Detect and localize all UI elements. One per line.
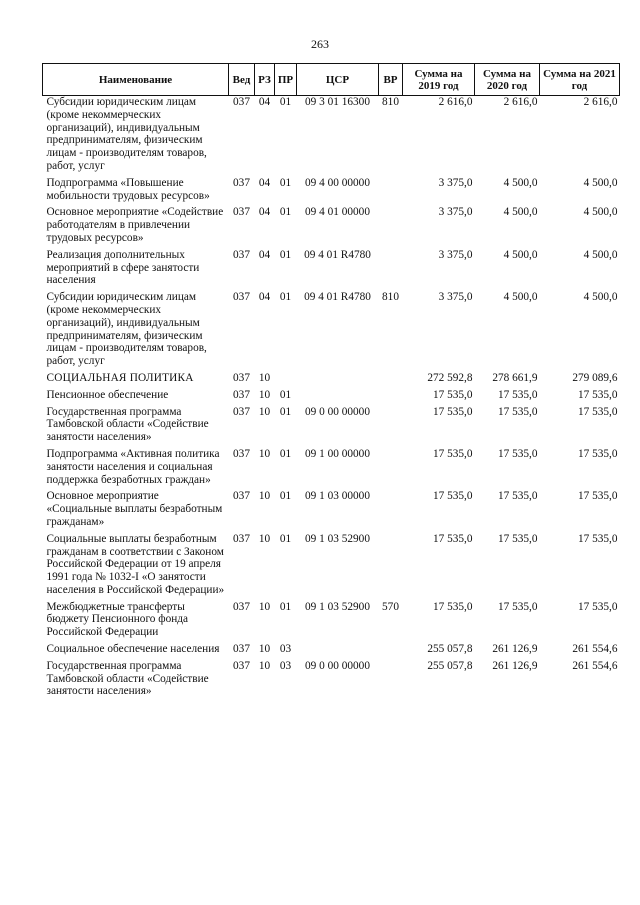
cell-name: Пенсионное обеспечение	[46, 388, 169, 401]
table-row	[43, 372, 620, 389]
header-csr: ЦСР	[297, 64, 379, 96]
cell-rz: 04	[258, 176, 271, 189]
cell-name: Межбюджетные трансферты бюджету Пенсионного фонда Российской Федерации	[46, 600, 189, 639]
cell-pr: 01	[279, 405, 292, 418]
cell-rz: 10	[258, 643, 271, 656]
table-row	[43, 249, 620, 291]
cell-name: Субсидии юридическим лицам (кроме некоммерческих организаций), индивидуальным предпринимателям, физическим лицам - производителям товаров, работ, услуг	[46, 96, 207, 172]
cell-sum-2020: 261 126,9	[492, 643, 538, 656]
cell-sum-2019: 17 535,0	[432, 600, 473, 613]
cell-vr	[379, 249, 403, 291]
cell-csr: 09 4 01 00000	[305, 206, 370, 219]
table-row	[43, 448, 620, 490]
cell-sum-2021: 17 535,0	[577, 600, 618, 613]
cell-vr	[379, 448, 403, 490]
cell-csr: 09 0 00 00000	[305, 405, 370, 418]
table-row	[43, 389, 620, 406]
cell-pr: 01	[279, 206, 292, 219]
cell-vr	[379, 177, 403, 207]
cell-ved: 037	[233, 643, 250, 656]
cell-name: Социальное обеспечение населения	[46, 643, 220, 656]
cell-ved: 037	[233, 388, 250, 401]
cell-sum-2021: 17 535,0	[577, 447, 618, 460]
cell-sum-2021: 279 089,6	[572, 371, 618, 384]
cell-sum-2020: 278 661,9	[492, 371, 538, 384]
table-row	[43, 291, 620, 372]
cell-ved: 037	[233, 600, 250, 613]
cell-rz: 10	[258, 388, 271, 401]
cell-sum-2021: 4 500,0	[583, 206, 618, 219]
cell-sum-2019: 3 375,0	[438, 248, 473, 261]
cell-sum-2019: 17 535,0	[432, 388, 473, 401]
cell-ved: 037	[233, 447, 250, 460]
cell-vr	[379, 372, 403, 389]
cell-csr	[297, 389, 379, 406]
cell-sum-2020: 4 500,0	[503, 291, 538, 304]
cell-sum-2019: 17 535,0	[432, 447, 473, 460]
cell-pr: 01	[279, 447, 292, 460]
cell-name: Государственная программа Тамбовской области «Содействие занятости населения»	[46, 405, 209, 444]
cell-sum-2020: 17 535,0	[497, 490, 538, 503]
cell-pr: 01	[279, 248, 292, 261]
table-row	[43, 177, 620, 207]
cell-rz: 10	[258, 532, 271, 545]
table-row	[43, 96, 620, 177]
cell-name: СОЦИАЛЬНАЯ ПОЛИТИКА	[46, 371, 194, 384]
cell-rz: 10	[258, 490, 271, 503]
cell-sum-2020: 2 616,0	[503, 96, 538, 108]
cell-vr: 570	[382, 600, 399, 613]
cell-rz: 04	[258, 248, 271, 261]
cell-name: Государственная программа Тамбовской области «Содействие занятости населения»	[46, 659, 209, 698]
cell-sum-2020: 4 500,0	[503, 206, 538, 219]
header-name: Наименование	[43, 64, 229, 96]
cell-name: Социальные выплаты безработным гражданам в соответствии с Законом Российской Федерации от 19 апреля 1991 года № 1032-I «О занятости населения в Российской Федерации»	[46, 532, 225, 596]
cell-sum-2019: 255 057,8	[427, 659, 473, 672]
cell-sum-2019: 17 535,0	[432, 532, 473, 545]
cell-vr	[379, 533, 403, 601]
cell-pr: 01	[279, 490, 292, 503]
cell-vr	[379, 643, 403, 660]
cell-vr	[379, 660, 403, 702]
cell-sum-2021: 17 535,0	[577, 388, 618, 401]
cell-vr	[379, 490, 403, 532]
cell-rz: 04	[258, 206, 271, 219]
cell-sum-2020: 17 535,0	[497, 600, 538, 613]
cell-name: Подпрограмма «Активная политика занятости населения и социальная поддержка безработных граждан»	[46, 447, 220, 486]
cell-sum-2020: 17 535,0	[497, 532, 538, 545]
cell-csr	[297, 372, 379, 389]
cell-sum-2020: 261 126,9	[492, 659, 538, 672]
cell-sum-2020: 17 535,0	[497, 447, 538, 460]
cell-sum-2019: 17 535,0	[432, 405, 473, 418]
cell-sum-2020: 4 500,0	[503, 248, 538, 261]
table-row	[43, 533, 620, 601]
cell-csr: 09 1 00 00000	[305, 447, 370, 460]
cell-vr: 810	[382, 291, 399, 304]
header-sum-2020: Сумма на 2020 год	[475, 64, 540, 96]
cell-csr: 09 1 03 00000	[305, 490, 370, 503]
header-sum-2019: Сумма на 2019 год	[403, 64, 475, 96]
cell-sum-2019: 17 535,0	[432, 490, 473, 503]
cell-csr: 09 1 03 52900	[305, 532, 370, 545]
cell-sum-2019: 3 375,0	[438, 176, 473, 189]
cell-pr: 01	[279, 291, 292, 304]
cell-ved: 037	[233, 659, 250, 672]
cell-sum-2020: 17 535,0	[497, 388, 538, 401]
cell-rz: 10	[258, 600, 271, 613]
cell-ved: 037	[233, 405, 250, 418]
cell-csr: 09 0 00 00000	[305, 659, 370, 672]
cell-pr: 01	[279, 532, 292, 545]
cell-vr: 810	[382, 96, 399, 108]
cell-sum-2021: 4 500,0	[583, 248, 618, 261]
cell-sum-2021: 4 500,0	[583, 176, 618, 189]
cell-pr	[275, 372, 297, 389]
cell-name: Основное мероприятие «Социальные выплаты безработным гражданам»	[46, 490, 223, 528]
cell-sum-2019: 3 375,0	[438, 291, 473, 304]
cell-name: Основное мероприятие «Содействие работодателям в привлечении трудовых ресурсов»	[46, 206, 224, 244]
cell-ved: 037	[233, 532, 250, 545]
cell-name: Субсидии юридическим лицам (кроме некоммерческих организаций), индивидуальным предпринимателям, физическим лицам - производителям товаров, работ, услуг	[46, 291, 207, 368]
cell-csr: 09 1 03 52900	[305, 600, 370, 613]
cell-sum-2019: 2 616,0	[438, 96, 473, 108]
cell-pr: 01	[279, 176, 292, 189]
table-row	[43, 490, 620, 532]
cell-sum-2021: 17 535,0	[577, 490, 618, 503]
cell-sum-2019: 255 057,8	[427, 643, 473, 656]
cell-vr	[379, 389, 403, 406]
cell-ved: 037	[233, 490, 250, 503]
header-sum-2021: Сумма на 2021 год	[540, 64, 620, 96]
cell-rz: 10	[258, 659, 271, 672]
table-row	[43, 643, 620, 660]
cell-name: Реализация дополнительных мероприятий в сфере занятости населения	[46, 248, 200, 287]
table-body	[43, 96, 620, 703]
header-vr: ВР	[379, 64, 403, 96]
cell-sum-2020: 4 500,0	[503, 176, 538, 189]
cell-vr	[379, 206, 403, 248]
cell-ved: 037	[233, 291, 250, 304]
cell-ved: 037	[233, 248, 250, 261]
cell-sum-2021: 261 554,6	[572, 659, 618, 672]
cell-rz: 10	[258, 371, 271, 384]
cell-pr: 03	[279, 643, 292, 656]
cell-rz: 10	[258, 405, 271, 418]
table-row	[43, 601, 620, 643]
cell-name: Подпрограмма «Повышение мобильности трудовых ресурсов»	[46, 176, 210, 202]
header-rz: РЗ	[255, 64, 275, 96]
cell-sum-2019: 3 375,0	[438, 206, 473, 219]
cell-ved: 037	[233, 206, 250, 219]
cell-sum-2019: 272 592,8	[427, 371, 473, 384]
cell-sum-2020: 17 535,0	[497, 405, 538, 418]
cell-ved: 037	[233, 371, 250, 384]
cell-sum-2021: 261 554,6	[572, 643, 618, 656]
header-ved: Вед	[229, 64, 255, 96]
header-pr: ПР	[275, 64, 297, 96]
cell-pr: 01	[279, 388, 292, 401]
cell-csr: 09 4 00 00000	[305, 176, 370, 189]
budget-table	[42, 63, 620, 702]
cell-rz: 10	[258, 447, 271, 460]
cell-sum-2021: 17 535,0	[577, 532, 618, 545]
cell-ved: 037	[233, 176, 250, 189]
cell-ved: 037	[233, 96, 250, 108]
cell-sum-2021: 2 616,0	[583, 96, 618, 108]
cell-rz: 04	[258, 291, 271, 304]
table-header	[43, 64, 620, 96]
cell-csr: 09 4 01 R4780	[304, 291, 371, 304]
cell-pr: 01	[279, 96, 292, 108]
cell-csr: 09 3 01 16300	[305, 96, 370, 108]
table-row	[43, 406, 620, 448]
cell-csr	[297, 643, 379, 660]
cell-rz: 04	[258, 96, 271, 108]
cell-vr	[379, 406, 403, 448]
cell-sum-2021: 4 500,0	[583, 291, 618, 304]
table-row	[43, 206, 620, 248]
page-number: 263	[311, 37, 329, 51]
cell-pr: 03	[279, 659, 292, 672]
cell-sum-2021: 17 535,0	[577, 405, 618, 418]
table-row	[43, 660, 620, 702]
cell-pr: 01	[279, 600, 292, 613]
cell-csr: 09 4 01 R4780	[304, 248, 371, 261]
